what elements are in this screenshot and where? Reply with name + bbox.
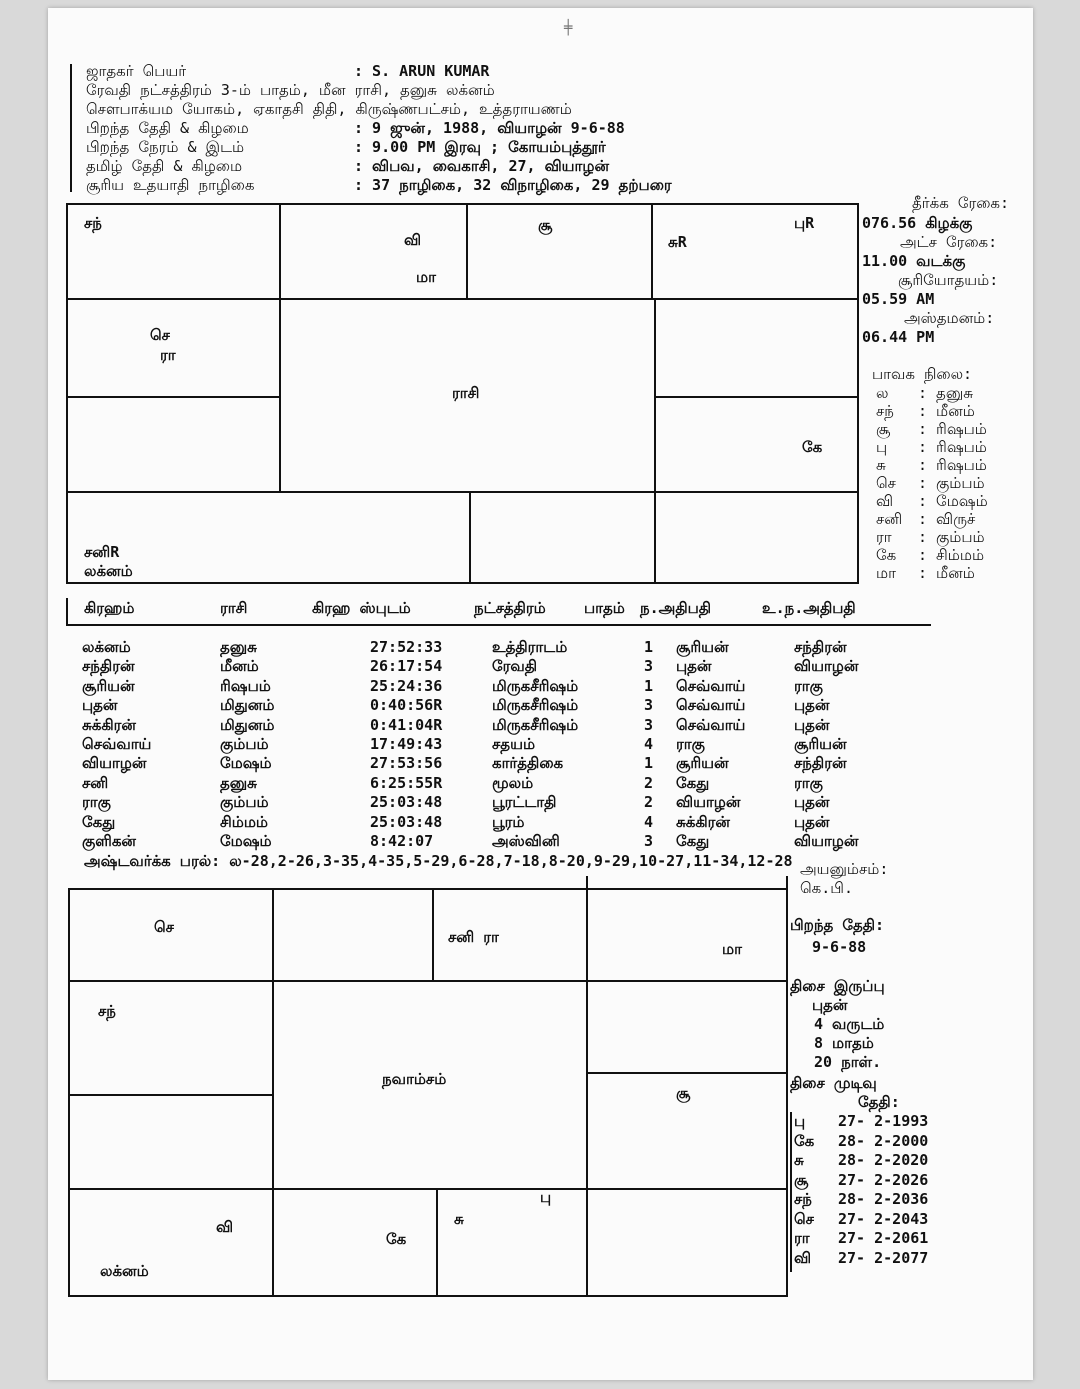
dasa-end-date: 27- 2-2061: [838, 1229, 929, 1247]
table-cell: மிதுனம்: [220, 715, 275, 734]
table-cell: 6:25:55R: [370, 773, 443, 792]
table-cell: சூரியன்: [82, 676, 135, 695]
rasi-cell-gemini-a: சுR: [668, 233, 687, 251]
table-cell: சுக்கிரன்: [676, 812, 730, 831]
bhava-sign: : ரிஷபம்: [918, 456, 987, 474]
navamsa-cell-libra-a: சு: [454, 1210, 464, 1228]
table-cell: 25:03:48: [370, 793, 443, 812]
longitude-title: தீர்க்க ரேகை:: [912, 194, 1010, 212]
dasa-end-planet: கே: [794, 1131, 815, 1150]
bhava-sign: : மீனம்: [918, 402, 975, 420]
table-cell: செவ்வாய்: [676, 715, 746, 734]
dasa-line: 8 மாதம்: [814, 1034, 874, 1052]
bhava-planet: கே: [876, 546, 897, 564]
table-cell: வியாழன்: [794, 657, 859, 676]
table-cell: கேது: [676, 773, 710, 792]
bhava-title: பாவக நிலை:: [872, 365, 973, 383]
longitude-value: 076.56 கிழக்கு: [862, 214, 973, 232]
table-cell: 27:53:56: [370, 754, 443, 773]
header-value-dob: : 9 ஜுன், 1988, வியாழன் 9-6-88: [354, 119, 625, 137]
header-left-rule: [70, 64, 72, 192]
table-cell: 1: [644, 638, 654, 656]
dasa-end-planet: செ: [794, 1209, 814, 1228]
bhava-sign: : ரிஷபம்: [918, 420, 987, 438]
bhava-planet: சூ: [876, 420, 891, 438]
dasa-end-planet: பு: [794, 1112, 806, 1130]
rasi-cell-pisces: சந்: [84, 214, 102, 232]
table-cell: ராகு: [794, 676, 823, 695]
latitude-value: 11.00 வடக்கு: [862, 252, 966, 270]
table-cell: மேஷம்: [220, 832, 272, 850]
bhava-planet: செ: [876, 474, 896, 492]
header-label-sunrise: சூரிய உதயாதி நாழிகை: [86, 176, 255, 194]
bhava-sign: : கும்பம்: [918, 528, 985, 546]
latitude-title: அட்ச ரேகை:: [900, 233, 998, 251]
table-cell: செவ்வாய்: [676, 696, 746, 715]
table-cell: சூரியன்: [676, 638, 729, 656]
header-label-dob: பிறந்த தேதி & கிழமை: [86, 119, 249, 137]
table-cell: கேது: [82, 812, 116, 831]
rasi-cell-gemini-b: புR: [794, 214, 815, 232]
bhava-planet: ரா: [876, 528, 892, 546]
table-cell: கேது: [676, 832, 710, 850]
table-cell: 25:24:36: [370, 676, 443, 695]
table-cell: 3: [644, 715, 654, 734]
table-cell: மிருகசீரிஷம்: [492, 676, 579, 695]
table-cell: கார்த்திகை: [492, 754, 564, 773]
rasi-cell-sagittarius-a: சனிR: [84, 543, 120, 561]
table-cell: தனுசு: [220, 773, 257, 792]
table-cell: சந்திரன்: [794, 754, 847, 773]
header-label-time: பிறந்த நேரம் & இடம்: [86, 138, 245, 156]
rasi-cell-aries-b: மா: [416, 268, 436, 286]
table-cell: புதன்: [794, 696, 830, 715]
table-cell: வியாழன்: [82, 754, 147, 773]
table-cell: சிம்மம்: [220, 812, 268, 831]
dasa-end-date: 27- 2-1993: [838, 1112, 929, 1130]
header-star-line: ரேவதி நட்சத்திரம் 3-ம் பாதம், மீன ராசி, தனுசு லக்னம்: [86, 81, 495, 99]
table-header-sub-lord: உ.ந.அதிபதி: [762, 599, 856, 617]
navamsa-cell-sagittarius-b: லக்னம்: [100, 1262, 149, 1280]
bhava-sign: : ரிஷபம்: [918, 438, 987, 456]
table-cell: ரேவதி: [492, 657, 538, 676]
rasi-cell-aries-a: வி: [404, 231, 422, 249]
table-cell: மேஷம்: [220, 754, 272, 773]
table-cell: செவ்வாய்: [676, 676, 746, 695]
dasa-end-planet: சு: [794, 1151, 804, 1169]
table-cell: பூரட்டாதி: [492, 793, 557, 812]
dob-title: பிறந்த தேதி:: [790, 916, 885, 934]
rasi-cell-leo: கே: [802, 438, 823, 456]
sunrise-title: சூரியோதயம்:: [898, 271, 999, 289]
header-value-time: : 9.00 PM இரவு ; கோயம்புத்தூர்: [354, 138, 606, 156]
bhava-planet: சந்: [876, 402, 894, 420]
table-cell: பூரம்: [492, 812, 525, 831]
dasa-end-planet: சூ: [794, 1170, 809, 1189]
table-header-star-lord: ந.அதிபதி: [640, 599, 712, 617]
dasa-end-sub: தேதி:: [858, 1093, 900, 1111]
table-cell: கும்பம்: [220, 735, 269, 753]
dasa-line: 4 வருடம்: [814, 1015, 885, 1033]
header-yoga-line: சௌபாக்யம யோகம், ஏகாதசி திதி, கிருஷ்ணபட்சம், உத்தராயணம்: [86, 100, 572, 118]
table-cell: 3: [644, 696, 654, 715]
table-cell: சுக்கிரன்: [82, 715, 136, 734]
bhava-planet: பு: [876, 438, 888, 456]
header-value-name: : S. ARUN KUMAR: [354, 62, 490, 80]
table-cell: மூலம்: [492, 773, 534, 792]
table-cell: 0:40:56R: [370, 696, 443, 715]
table-cell: 27:52:33: [370, 638, 443, 656]
dasa-end-date: 27- 2-2026: [838, 1170, 929, 1189]
dasa-end-title: திசை முடிவு: [790, 1074, 877, 1092]
table-cell: அஸ்வினி: [492, 832, 560, 850]
table-header-sputam: கிரஹ ஸ்புடம்: [312, 599, 411, 617]
rasi-cell-aquarius-b: ரா: [160, 346, 176, 364]
ayanamsa-value: கெ.பி.: [800, 879, 854, 897]
dasa-title: திசை இருப்பு: [790, 977, 885, 995]
table-cell: சூரியன்: [676, 754, 729, 773]
dasa-end-planet: வி: [794, 1248, 812, 1267]
table-cell: 2: [644, 793, 654, 812]
table-cell: லக்னம்: [82, 638, 131, 656]
table-cell: புதன்: [82, 696, 118, 715]
dasa-end-date: 28- 2-2000: [838, 1131, 929, 1150]
table-cell: சனி: [82, 773, 109, 792]
rasi-center-label: ராசி: [452, 384, 480, 402]
dasa-end-date: 28- 2-2020: [838, 1151, 929, 1169]
table-cell: புதன்: [794, 793, 830, 812]
table-cell: 4: [644, 812, 654, 831]
bhava-planet: சனி: [876, 510, 903, 528]
table-cell: புதன்: [794, 812, 830, 831]
dasa-end-date: 27- 2-2043: [838, 1209, 929, 1228]
table-cell: வியாழன்: [794, 832, 859, 850]
bhava-sign: : கும்பம்: [918, 474, 985, 492]
sunrise-value: 05.59 AM: [862, 290, 935, 308]
table-cell: 25:03:48: [370, 812, 443, 831]
bhava-planet: சு: [876, 456, 886, 474]
navamsa-cell-scorpio: கே: [386, 1230, 407, 1248]
table-cell: 4: [644, 735, 654, 753]
table-cell: கும்பம்: [220, 793, 269, 812]
table-cell: 8:42:07: [370, 832, 434, 850]
table-cell: ராகு: [676, 735, 705, 753]
bhava-planet: மா: [876, 564, 896, 582]
table-cell: வியாழன்: [676, 793, 741, 812]
sunset-title: அஸ்தமனம்:: [904, 309, 995, 327]
navamsa-cell-pisces: செ: [154, 918, 174, 936]
table-cell: 26:17:54: [370, 657, 443, 676]
header-value-tamil-date: : விபவ, வைகாசி, 27, வியாழன்: [354, 157, 609, 175]
dasa-end-planet: ரா: [794, 1229, 810, 1247]
table-cell: 3: [644, 832, 654, 850]
table-cell: 1: [644, 676, 654, 695]
table-cell: மிருகசீரிஷம்: [492, 715, 579, 734]
navamsa-cell-leo: சூ: [676, 1084, 691, 1102]
dasa-end-date: 28- 2-2036: [838, 1190, 929, 1208]
navamsa-cell-aquarius: சந்: [98, 1002, 116, 1020]
navamsa-cell-taurus: சனி ரா: [448, 928, 499, 946]
bhava-sign: : விருச்: [918, 510, 976, 528]
rasi-cell-aquarius-a: செ: [150, 326, 170, 344]
table-header-rule: [66, 624, 931, 626]
sunset-value: 06.44 PM: [862, 328, 935, 346]
table-cell: 17:49:43: [370, 735, 443, 753]
table-cell: மிதுனம்: [220, 696, 275, 715]
table-cell: 1: [644, 754, 654, 773]
navamsa-cell-libra-b: பு: [540, 1188, 552, 1206]
dasa-line: 20 நாள்.: [814, 1053, 882, 1071]
dob-value: 9-6-88: [812, 938, 867, 956]
bhava-planet: வி: [876, 492, 894, 510]
dasa-end-planet: சந்: [794, 1190, 812, 1208]
table-cell: ராகு: [794, 773, 823, 792]
navamsa-cell-gemini: மா: [722, 940, 742, 958]
header-value-sunrise: : 37 நாழிகை, 32 விநாழிகை, 29 தற்பரை: [354, 176, 672, 194]
ayanamsa-title: அயனும்சம்:: [800, 860, 889, 878]
table-cell: சந்திரன்: [82, 657, 135, 676]
bhava-sign: : சிம்மம்: [918, 546, 985, 564]
table-cell: ரிஷபம்: [220, 676, 271, 695]
table-cell: ராகு: [82, 793, 111, 812]
table-cell: மிருகசீரிஷம்: [492, 696, 579, 715]
rasi-cell-sagittarius-b: லக்னம்: [84, 562, 133, 580]
bhava-planet: ல: [876, 384, 889, 402]
table-header-rasi: ராசி: [220, 599, 248, 617]
punch-mark: ╪: [564, 20, 573, 36]
header-label-name: ஜாதகர் பெயர்: [86, 62, 187, 80]
navamsa-cell-sagittarius-a: வி: [216, 1218, 234, 1236]
table-cell: உத்திராடம்: [492, 638, 568, 656]
table-header-star: நட்சத்திரம்: [474, 599, 546, 617]
bhava-sign: : மேஷம்: [918, 492, 988, 510]
table-header-planet: கிரஹம்: [84, 599, 135, 617]
table-cell: புதன்: [794, 715, 830, 734]
table-cell: 0:41:04R: [370, 715, 443, 734]
table-cell: சந்திரன்: [794, 638, 847, 656]
header-label-tamil-date: தமிழ் தேதி & கிழமை: [86, 157, 243, 175]
table-cell: தனுசு: [220, 638, 257, 656]
table-header-pada: பாதம்: [584, 599, 625, 617]
dasa-end-date: 27- 2-2077: [838, 1248, 929, 1267]
table-cell: சூரியன்: [794, 735, 847, 753]
dasa-end-rule: [790, 1112, 792, 1272]
table-cell: சதயம்: [492, 735, 536, 753]
table-cell: குளிகன்: [82, 832, 136, 850]
ashtavarga-line: அஷ்டவர்க்க பரல்: ல-28,2-26,3-35,4-35,5-29,6-28,7-18,8-20,9-29,10-27,11-34,12-28: [84, 852, 793, 870]
table-cell: 2: [644, 773, 654, 792]
navamsa-center-label: நவாம்சம்: [382, 1070, 447, 1088]
bhava-sign: : மீனம்: [918, 564, 975, 582]
dasa-line: புதன்: [812, 996, 848, 1014]
table-cell: புதன்: [676, 657, 712, 676]
bhava-sign: : தனுசு: [918, 384, 974, 402]
rasi-cell-taurus: சூ: [538, 216, 553, 234]
table-cell: செவ்வாய்: [82, 735, 152, 753]
table-cell: மீனம்: [220, 657, 259, 676]
table-cell: 3: [644, 657, 654, 676]
